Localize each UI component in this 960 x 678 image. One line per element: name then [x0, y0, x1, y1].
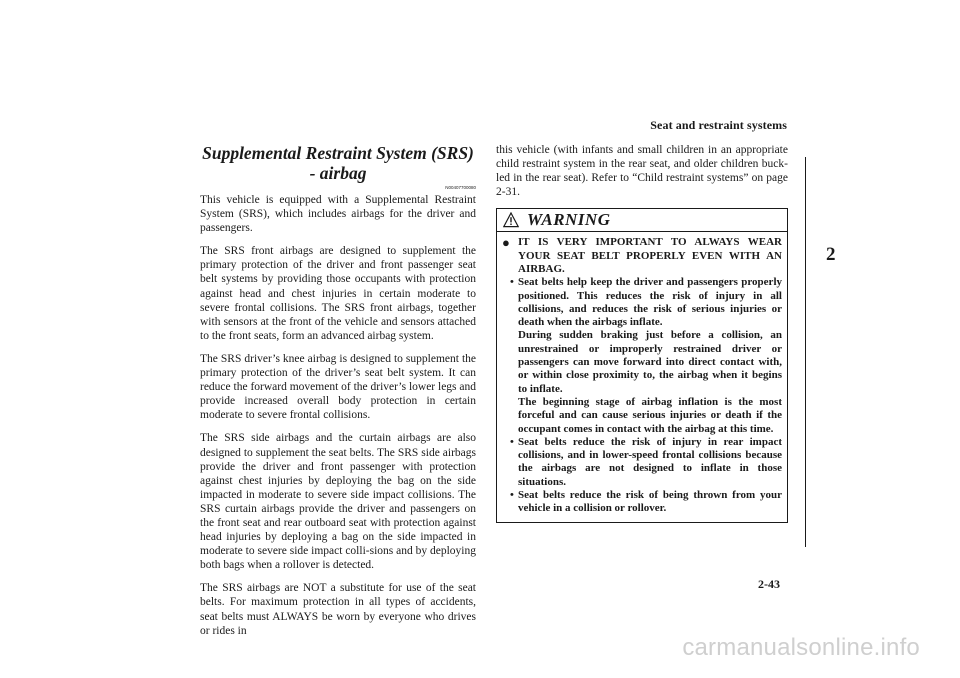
warning-bullet-3	[510, 489, 782, 516]
paragraph-front-airbags: The SRS front airbags are designed to supplement the primary protection of the driver and front passenger seat belt systems by providing those occupants with protection against head and chest injuries in certain moderate to severe frontal collisions. The SRS front airbags, together with sensors at the front of the vehicle and sensors attached to the front seats, form an advanced airbag system.	[200, 245, 476, 342]
warning-bullet-1-line-3: The beginning stage of airbag inflation is the most forceful and can cause serious injuries or death if the occupant comes in contact with the airbag at this time.	[518, 395, 782, 435]
document-code: N00407700080	[445, 185, 476, 190]
chapter-number: 2	[826, 244, 836, 265]
warning-bullet-1	[510, 276, 782, 436]
warning-main-item	[502, 236, 782, 276]
warning-main-text: IT IS VERY IMPORTANT TO ALWAYS WEAR YOUR SEAT BELT PROPERLY EVEN WITH AN AIRBAG.	[518, 236, 782, 275]
warning-title: WARNING	[527, 210, 611, 230]
bullet-icon: •	[510, 435, 514, 448]
bullet-icon: •	[510, 276, 514, 289]
paragraph-not-substitute: The SRS airbags are NOT a substitute for use of the seat belts. For maximum protection in all types of accidents, seat belts must ALWAYS be worn by everyone who drives or rides in	[200, 582, 476, 637]
warning-bullet-2-line-1: Seat belts reduce the risk of injury in rear impact collisions, and in lower-speed frontal collisions because the airbags are not designed to inflate in those situations.	[518, 435, 782, 488]
warning-bullet-1-line-2: During sudden braking just before a collision, an unrestrained or improperly restrained driver or passengers can move forward into direct contact with, or within close proximity to, the airbag when it begins to inflate.	[518, 329, 782, 395]
paragraph-knee-airbag: The SRS driver’s knee airbag is designed to supplement the primary protection of the driver’s seat belt system. It can reduce the forward movement of the driver’s lower legs and provide increased overall body protection in certain moderate to severe frontal collisions.	[200, 352, 477, 422]
warning-bullet-1-line-1: Seat belts help keep the driver and passengers properly positioned. This reduces the risk of injury in all collisions, and reduces the risk of serious injuries or death when the airbags inflate.	[518, 276, 782, 329]
filled-circle-bullet-icon: ●	[502, 235, 510, 251]
watermark-text[interactable]: carmanualsonline.info	[682, 634, 920, 661]
paragraph-intro: This vehicle is equipped with a Supplemental Restraint System (SRS), which includes airbags for the driver and passengers.	[200, 194, 476, 235]
left-column	[200, 143, 476, 647]
chapter-divider-line	[805, 157, 806, 547]
warning-bullet-2	[510, 436, 782, 489]
paragraph-side-curtain-airbags: The SRS side airbags and the curtain airbags are also designed to supplement the seat belts. The SRS side airbags provide the driver and front passenger with protection against chest injuries by deploying the bag on the side impacted in moderate to severe side impact collisions. The SRS curtain airbags provide the driver and passengers on the front seat and rear outboard seat with protection against head injuries by deploying a bag on the side impacted in moderate to severe side impact colli-sions and by deploying both bags when a rollover is detected.	[200, 432, 476, 572]
warning-header	[497, 209, 787, 232]
warning-bullet-3-line-1: Seat belts reduce the risk of being thrown from your vehicle in a collision or rollover.	[518, 489, 782, 515]
page-number: 2-43	[758, 577, 780, 591]
page-title: Supplemental Restraint System (SRS) - airbag	[202, 143, 474, 183]
warning-triangle-icon	[503, 212, 519, 228]
paragraph-continuation: this vehicle (with infants and small children in an appropriate child restraint system in the rear seat, and older children buck-led in the rear seat). Refer to “Child restraint systems” on page 2-31.	[496, 144, 788, 199]
section-header: Seat and restraint systems	[650, 118, 787, 132]
warning-box	[496, 208, 788, 522]
right-column	[496, 143, 788, 523]
bullet-icon: •	[510, 489, 514, 502]
